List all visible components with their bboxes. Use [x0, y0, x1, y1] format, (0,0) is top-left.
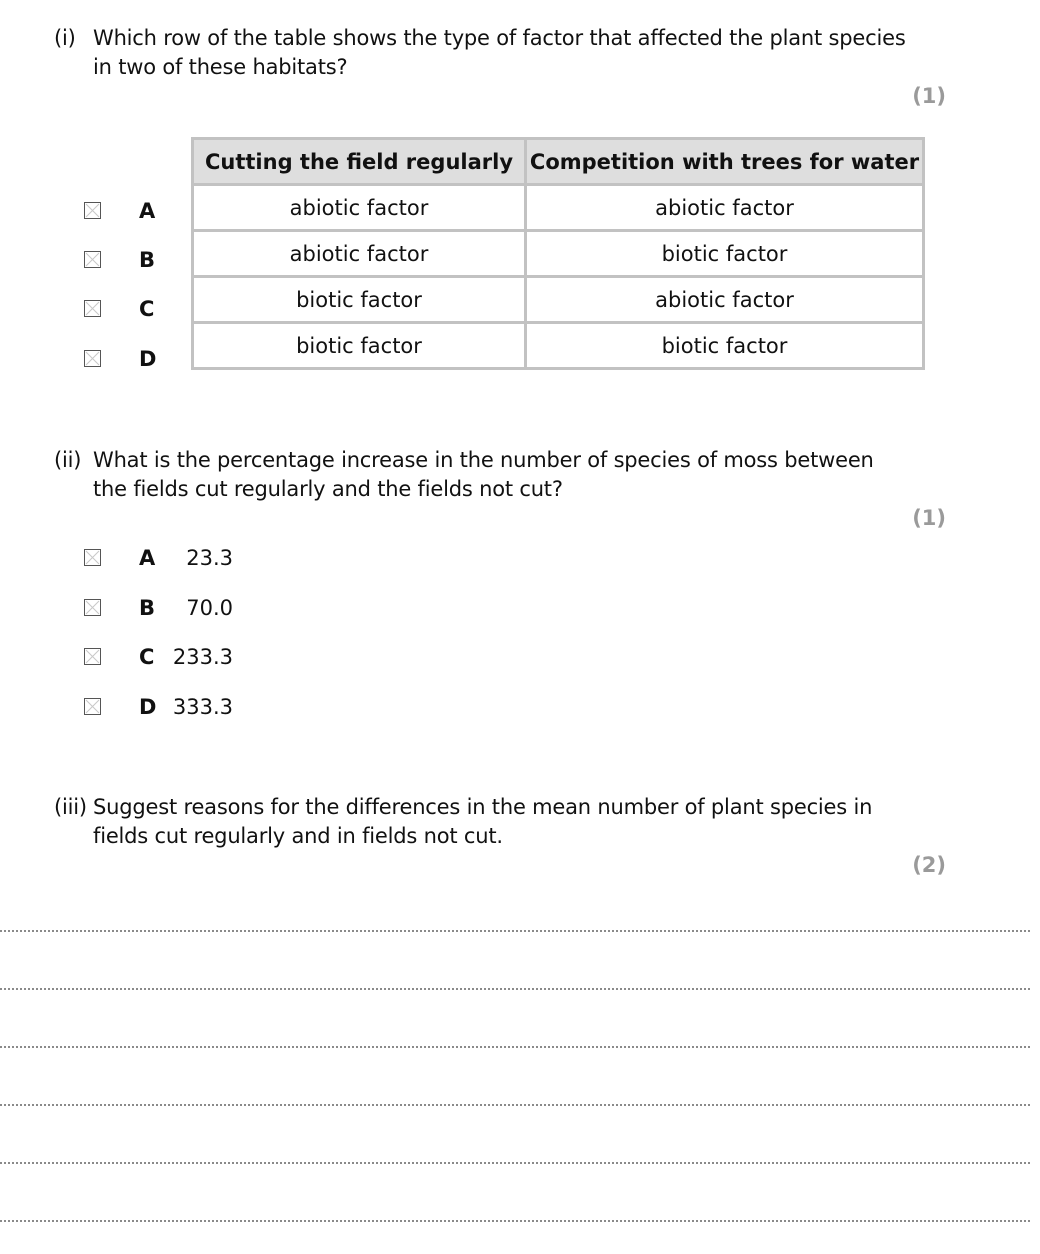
option-letter: D: [139, 347, 157, 371]
table-row: [193, 277, 924, 323]
answer-checkbox-c[interactable]: [84, 648, 101, 665]
cross-icon: [85, 550, 100, 565]
factor-table: [191, 137, 925, 370]
cross-icon: [85, 301, 100, 316]
table-header-row: [193, 139, 924, 185]
cross-icon: [85, 699, 100, 714]
question-text-line: in two of these habitats?: [93, 55, 348, 79]
cross-icon: [85, 203, 100, 218]
option-letter: D: [139, 695, 157, 719]
marks-allocation: (2): [912, 853, 946, 877]
cross-icon: [85, 649, 100, 664]
cross-icon: [85, 600, 100, 615]
answer-checkbox-b[interactable]: [84, 599, 101, 616]
answer-line[interactable]: [0, 930, 1030, 932]
column-header: Competition with trees for water: [526, 139, 924, 185]
question-ii: [54, 446, 934, 504]
option-value: 333.3: [172, 695, 233, 719]
answer-line[interactable]: [0, 1104, 1030, 1106]
question-i: [54, 24, 934, 82]
table-row: [193, 231, 924, 277]
table-cell: biotic factor: [193, 277, 526, 323]
option-letter: B: [139, 248, 156, 272]
marks-allocation: (1): [912, 506, 946, 530]
table-row: [193, 323, 924, 369]
answer-checkbox-d[interactable]: [84, 698, 101, 715]
question-number: (i): [54, 26, 76, 50]
table-cell: biotic factor: [193, 323, 526, 369]
marks-allocation: (1): [912, 84, 946, 108]
table-row: [193, 185, 924, 231]
answer-checkbox-b[interactable]: [84, 251, 101, 268]
question-text-line: fields cut regularly and in fields not cut.: [93, 824, 503, 848]
table-cell: abiotic factor: [193, 185, 526, 231]
table-cell: abiotic factor: [526, 277, 924, 323]
question-text-line: Which row of the table shows the type of factor that affected the plant species: [93, 26, 906, 50]
option-letter: A: [139, 546, 156, 570]
question-iii: [54, 793, 934, 851]
answer-line[interactable]: [0, 1220, 1030, 1222]
option-letter: C: [139, 297, 155, 321]
column-header: Cutting the field regularly: [193, 139, 526, 185]
table-cell: abiotic factor: [193, 231, 526, 277]
question-number: (ii): [54, 448, 82, 472]
answer-checkbox-c[interactable]: [84, 300, 101, 317]
question-number: (iii): [54, 795, 87, 819]
answer-line[interactable]: [0, 1162, 1030, 1164]
table-cell: biotic factor: [526, 231, 924, 277]
option-value: 23.3: [186, 546, 233, 570]
answer-checkbox-a[interactable]: [84, 202, 101, 219]
answer-checkbox-a[interactable]: [84, 549, 101, 566]
answer-line[interactable]: [0, 1046, 1030, 1048]
answer-line[interactable]: [0, 988, 1030, 990]
cross-icon: [85, 252, 100, 267]
option-value: 70.0: [186, 596, 233, 620]
option-letter: B: [139, 596, 156, 620]
option-letter: C: [139, 645, 155, 669]
option-letter: A: [139, 199, 156, 223]
table-cell: biotic factor: [526, 323, 924, 369]
question-text-line: What is the percentage increase in the number of species of moss between: [93, 448, 874, 472]
option-value: 233.3: [172, 645, 233, 669]
answer-checkbox-d[interactable]: [84, 350, 101, 367]
table-cell: abiotic factor: [526, 185, 924, 231]
question-text-line: the fields cut regularly and the fields not cut?: [93, 477, 563, 501]
cross-icon: [85, 351, 100, 366]
question-text-line: Suggest reasons for the differences in the mean number of plant species in: [93, 795, 873, 819]
